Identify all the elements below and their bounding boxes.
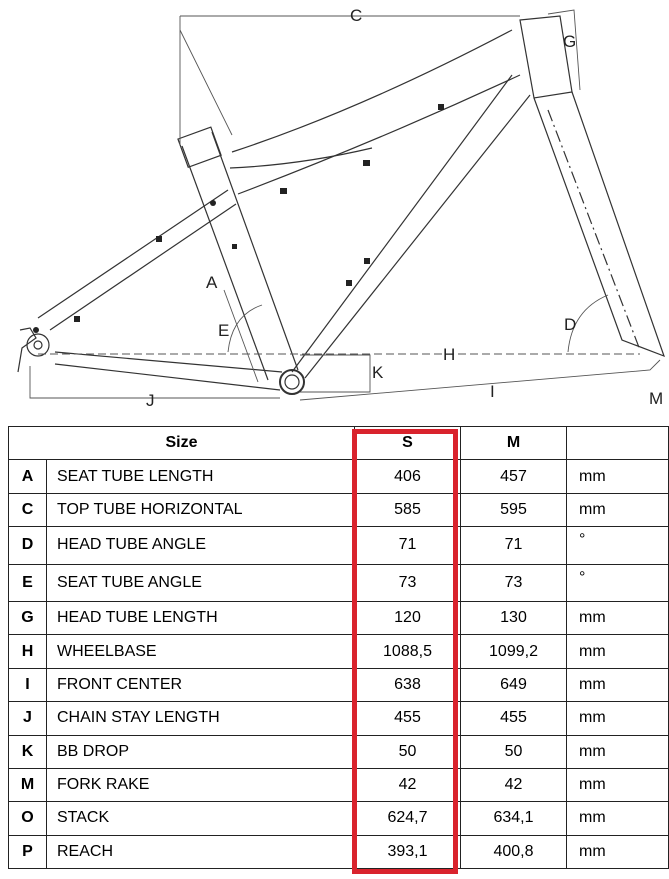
row-value-m: 634,1 xyxy=(461,802,567,835)
table-row xyxy=(9,802,669,835)
row-value-s: 120 xyxy=(355,601,461,634)
row-parameter: FRONT CENTER xyxy=(47,668,355,701)
row-unit: mm xyxy=(567,802,669,835)
fork xyxy=(534,92,664,356)
top-tube xyxy=(232,30,512,152)
row-unit: mm xyxy=(567,635,669,668)
row-parameter: SEAT TUBE LENGTH xyxy=(47,460,355,493)
table-row xyxy=(9,493,669,526)
row-parameter: REACH xyxy=(47,835,355,868)
rear-dropout xyxy=(27,334,49,356)
row-letter: D xyxy=(9,527,47,564)
table-row xyxy=(9,564,669,601)
row-value-m: 595 xyxy=(461,493,567,526)
table-row xyxy=(9,768,669,801)
table-row xyxy=(9,668,669,701)
dim-E-arc xyxy=(228,305,262,352)
label-H: H xyxy=(443,345,456,364)
row-value-m: 50 xyxy=(461,735,567,768)
dim-J xyxy=(30,366,280,398)
table-row xyxy=(9,460,669,493)
row-value-s: 406 xyxy=(355,460,461,493)
header-size-m: M xyxy=(461,427,567,460)
table-header-row xyxy=(9,427,669,460)
row-value-s: 455 xyxy=(355,702,461,735)
label-J: J xyxy=(146,391,155,410)
head-tube xyxy=(520,16,572,98)
table-row xyxy=(9,635,669,668)
table-row xyxy=(9,601,669,634)
row-parameter: WHEELBASE xyxy=(47,635,355,668)
row-letter: O xyxy=(9,802,47,835)
row-letter: E xyxy=(9,564,47,601)
row-parameter: STACK xyxy=(47,802,355,835)
geometry-table xyxy=(8,426,669,869)
row-value-m: 455 xyxy=(461,702,567,735)
row-parameter: SEAT TUBE ANGLE xyxy=(47,564,355,601)
label-G: G xyxy=(563,32,577,51)
row-unit: mm xyxy=(567,702,669,735)
row-letter: P xyxy=(9,835,47,868)
row-value-m: 73 xyxy=(461,564,567,601)
row-unit: mm xyxy=(567,835,669,868)
row-value-m: 1099,2 xyxy=(461,635,567,668)
row-value-m: 71 xyxy=(461,527,567,564)
label-I: I xyxy=(490,382,495,401)
header-size-s: S xyxy=(355,427,461,460)
row-parameter: TOP TUBE HORIZONTAL xyxy=(47,493,355,526)
label-M: M xyxy=(649,389,664,408)
row-unit: mm xyxy=(567,668,669,701)
row-parameter: HEAD TUBE LENGTH xyxy=(47,601,355,634)
row-value-m: 130 xyxy=(461,601,567,634)
row-value-s: 50 xyxy=(355,735,461,768)
down-tube xyxy=(292,75,512,372)
row-value-s: 71 xyxy=(355,527,461,564)
row-parameter: FORK RAKE xyxy=(47,768,355,801)
label-K: K xyxy=(372,363,384,382)
row-letter: C xyxy=(9,493,47,526)
row-unit: ° xyxy=(567,527,669,564)
row-value-s: 624,7 xyxy=(355,802,461,835)
bottom-bracket xyxy=(280,370,304,394)
seat-tube xyxy=(182,146,268,380)
row-letter: J xyxy=(9,702,47,735)
table-row xyxy=(9,702,669,735)
row-value-m: 400,8 xyxy=(461,835,567,868)
row-letter: I xyxy=(9,668,47,701)
label-C: C xyxy=(350,6,363,25)
row-unit: mm xyxy=(567,493,669,526)
row-value-m: 42 xyxy=(461,768,567,801)
dim-K xyxy=(300,355,370,392)
dim-C xyxy=(180,16,520,145)
header-unit xyxy=(567,427,669,460)
label-E: E xyxy=(218,321,230,340)
header-size: Size xyxy=(9,427,355,460)
row-value-s: 638 xyxy=(355,668,461,701)
row-value-s: 42 xyxy=(355,768,461,801)
seat-stay xyxy=(38,190,228,318)
row-value-s: 585 xyxy=(355,493,461,526)
row-unit: ° xyxy=(567,564,669,601)
row-unit: mm xyxy=(567,768,669,801)
table-row xyxy=(9,527,669,564)
row-letter: H xyxy=(9,635,47,668)
row-parameter: BB DROP xyxy=(47,735,355,768)
label-D: D xyxy=(564,315,577,334)
row-parameter: CHAIN STAY LENGTH xyxy=(47,702,355,735)
row-letter: G xyxy=(9,601,47,634)
row-value-m: 457 xyxy=(461,460,567,493)
row-letter: K xyxy=(9,735,47,768)
row-unit: mm xyxy=(567,460,669,493)
seat-post-clamp xyxy=(178,127,221,167)
row-parameter: HEAD TUBE ANGLE xyxy=(47,527,355,564)
row-value-s: 73 xyxy=(355,564,461,601)
table-row xyxy=(9,835,669,868)
table-row xyxy=(9,735,669,768)
dim-I xyxy=(300,360,660,400)
row-value-s: 393,1 xyxy=(355,835,461,868)
row-unit: mm xyxy=(567,735,669,768)
row-unit: mm xyxy=(567,601,669,634)
label-A: A xyxy=(206,273,218,292)
frame-geometry-diagram xyxy=(0,0,669,420)
row-letter: M xyxy=(9,768,47,801)
row-letter: A xyxy=(9,460,47,493)
row-value-m: 649 xyxy=(461,668,567,701)
row-value-s: 1088,5 xyxy=(355,635,461,668)
